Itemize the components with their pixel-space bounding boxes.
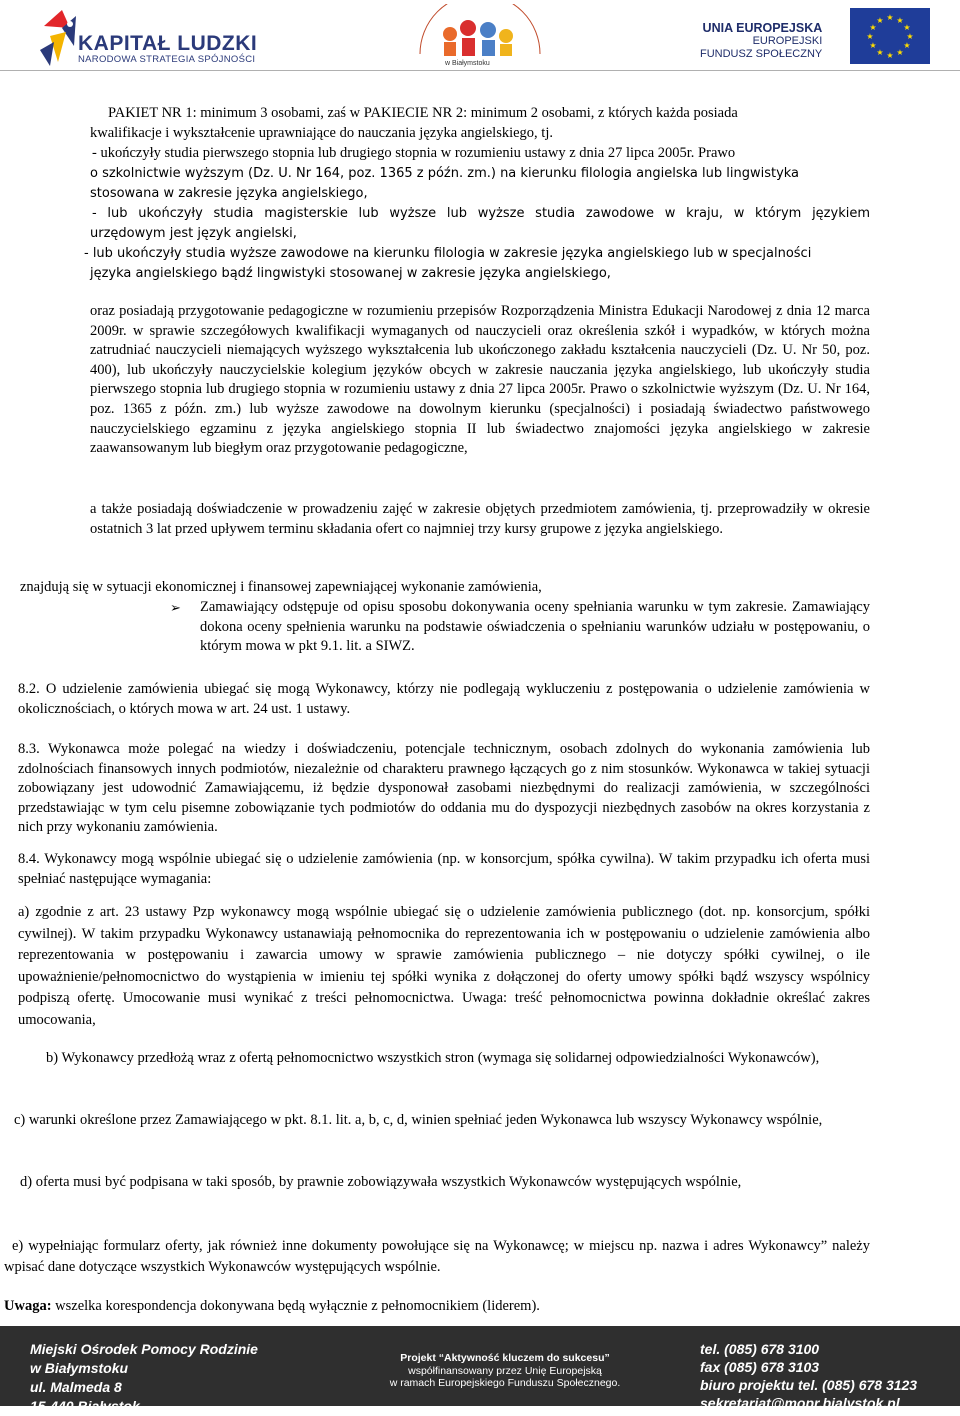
para-a: a) zgodnie z art. 23 ustawy Pzp wykonawcy mogą wspólnie ubiegać się o udzielenie zamówienia publicznego (dot. np. konsorcjum, spółki cywilnej). W takim przypadku Wykonawcy ustanawiają pełnomocnika do reprezentowania ich w postępowaniu o udzielenie zamówienia albo reprezentowania w postępowaniu i zawarcia umowy w sprawie zamówienia publicznego – nie dotyczy spółki cywilnej, o ile upoważnienie/pełnomocnictwo do wystąpienia w imieniu tej spółki wynika z dołączonej do oferty umowy spółki bądź wszyscy wspólnicy podpiszą ofertę. Umocowanie musi wynikać z treści pełnomocnictwa. Uwaga: treść pełnomocnictwa powinna dokładnie określać zakres umocowania, (18, 904, 870, 1028)
kapital-ludzki-subtitle: NARODOWA STRATEGIA SPÓJNOŚCI (78, 54, 256, 65)
para-8-2: 8.2. O udzielenie zamówienia ubiegać się mogą Wykonawcy, którzy nie podlegają wykluczeniu z postępowania o udzielenie zamówienia w okolicznościach, o których mowa w art. 24 ust. 1 ustawy. (18, 681, 870, 717)
svg-text:★: ★ (886, 51, 894, 60)
svg-text:★: ★ (876, 16, 884, 25)
footer-project-phone: biuro projektu tel. (085) 678 3123 (700, 1377, 918, 1393)
footer-project (370, 1352, 640, 1390)
para-studia-1: - ukończyły studia pierwszego stopnia lub drugiego stopnia w rozumieniu ustawy z dnia 27 lipca 2005r. Prawo (92, 145, 736, 161)
footer-fax: fax (085) 678 3103 (700, 1359, 820, 1375)
para-d: d) oferta musi być podpisana w taki sposób, by prawnie zobowiązywała wszystkich Wykonawców występujących wspólnie, (20, 1174, 742, 1190)
svg-text:★: ★ (886, 13, 894, 22)
eu-line-3: FUNDUSZ SPOŁECZNY (700, 48, 823, 60)
footer-address (30, 1340, 258, 1416)
para-studia-3: - lub ukończyły studia wyższe zawodowe na kierunku filologia w zakresie języka angielskiego lub w specjalności (84, 246, 812, 261)
footer-project-title: Projekt “Aktywność kluczem do sukcesu” (400, 1352, 610, 1364)
svg-text:★: ★ (903, 23, 911, 32)
eu-label (700, 22, 822, 61)
svg-text:★: ★ (869, 41, 877, 50)
footer-contact (700, 1340, 917, 1412)
para-c: c) warunki określone przez Zamawiającego w pkt. 8.1. lit. a, b, c, d, winien spełniać jeden Wykonawca lub wszyscy Wykonawcy wspólnie, (14, 1112, 823, 1128)
para-studia-2-end: urzędowym jest język angielski, (90, 226, 297, 241)
para-studia-2: - lub ukończyły studia magisterskie lub wyższe lub wyższe studia zawodowe w kraju, w którym językiem (92, 206, 870, 221)
svg-text:★: ★ (869, 23, 877, 32)
para-pakiet: PAKIET NR 1: minimum 3 osobami, zaś w PAKIECIE NR 2: minimum 2 osobami, z których każda posiada (108, 105, 738, 121)
para-studia-1-cont: o szkolnictwie wyższym (Dz. U. Nr 164, poz. 1365 z późn. zm.) na kierunku filologia angielska lub lingwistyka (90, 166, 800, 181)
footer-postcode: 15-440 Białystok (30, 1398, 140, 1414)
footer-email[interactable]: sekretariat@mopr.bialystok.pl (700, 1395, 900, 1411)
footer-phone: tel. (085) 678 3100 (700, 1341, 820, 1357)
arrow-bullet-icon: ➢ (170, 601, 181, 616)
para-studia-1-end: stosowana w zakresie języka angielskiego, (90, 186, 368, 201)
para-przygotowanie: oraz posiadają przygotowanie pedagogiczne w rozumieniu przepisów Rozporządzenia Ministra Edukacji Narodowej z dnia 12 marca 2009r. w sprawie szczegółowych kwalifikacji wymaganych od nauczycieli oraz określenia szkół i wypadków, w których można zatrudniać nauczycieli niemających wyższego wykształcenia lub ukończonego zakładu kształcenia nauczycieli (Dz. U. Nr 50, poz. 400), lub ukończyły nauczycielskie kolegium języków obcych w zakresie nauczania języka angielskiego, lub ukończyły studia pierwszego stopnia lub drugiego stopnia w rozumieniu ustawy z dnia 27 lipca 2005r. Prawo o szkolnictwie wyższym (Dz. U. Nr 164, poz. 1365 z późn. zm.) lub wyższe zawodowe na dowolnym kierunku (specjalności) i posiadają świadectwo państwowego nauczycielskiego egzaminu z języka angielskiego stopnia II lub świadectwo znajomości języka angielskiego w zakresie zaawansowanym lub biegłym oraz przygotowanie pedagogiczne, (90, 303, 870, 457)
para-8-3: 8.3. Wykonawca może polegać na wiedzy i doświadczeniu, potencjale technicznym, osobach zdolnych do wykonania zamówienia lub zdolnościach finansowych innych podmiotów, niezależnie od charakteru prawnego łączących go z nim stosunków. Wykonawca w takiej sytuacji zobowiązany jest udowodnić Zamawiającemu, iż będzie dysponował zasobami niezbędnymi do realizacji zamówienia, w szczególności przedstawiając w tym celu pisemne zobowiązanie tych podmiotów do oddania mu do dyspozycji niezbędnych zasobów na okres korzystania z nich przy wykonaniu zamówienia. (18, 741, 870, 836)
eu-line-2: EUROPEJSKI (752, 35, 823, 47)
svg-text:★: ★ (903, 41, 911, 50)
para-sytuacja-ekonomiczna: znajdują się w sytuacji ekonomicznej i finansowej zapewniającej wykonanie zamówienia, (20, 579, 542, 595)
footer-city: w Białymstoku (30, 1360, 129, 1376)
footer-org-name: Miejski Ośrodek Pomocy Rodzinie (30, 1341, 258, 1357)
svg-text:★: ★ (876, 48, 884, 57)
eu-line-1: UNIA EUROPEJSKA (702, 21, 823, 35)
kapital-ludzki-title: KAPITAŁ LUDZKI (78, 32, 258, 55)
svg-text:★: ★ (866, 32, 874, 41)
para-b: b) Wykonawcy przedłożą wraz z ofertą pełnomocnictwo wszystkich stron (wymaga się solidarnej odpowiedzialności Wykonawców), (46, 1050, 820, 1066)
uwaga-text: wszelka korespondencja dokonywana będą wyłącznie z pełnomocnikiem (liderem). (55, 1298, 540, 1314)
svg-text:★: ★ (906, 32, 914, 41)
svg-text:★: ★ (896, 48, 904, 57)
header-divider (0, 70, 960, 71)
footer-street: ul. Malmeda 8 (30, 1379, 122, 1395)
para-8-4: 8.4. Wykonawcy mogą wspólnie ubiegać się o udzielenie zamówienia (np. w konsorcjum, spółka cywilna). W takim przypadku ich oferta musi spełniać następujące wymagania: (18, 851, 870, 887)
page-footer (0, 1326, 960, 1414)
page-header (0, 0, 960, 78)
para-zamawiajacy-odstepuje: Zamawiający odstępuje od opisu sposobu dokonywania oceny spełniania warunku w tym zakresie. Zamawiający dokona oceny spełnienia warunku na podstawie oświadczenia o spełnianiu warunków udziału w postępowaniu, o którym mowa w pkt 9.1. lit. a SIWZ. (200, 599, 870, 655)
footer-project-line3: w ramach Europejskiego Funduszu Społecznego. (389, 1377, 621, 1389)
para-pakiet-cont: kwalifikacje i wykształcenie uprawniające do nauczania języka angielskiego, tj. (90, 125, 553, 141)
mopr-caption: w Białymstoku (445, 60, 490, 67)
footer-project-line2: współfinansowany przez Unię Europejską (408, 1364, 602, 1377)
para-doswiadczenie: a także posiadają doświadczenie w prowadzeniu zajęć w zakresie objętych przedmiotem zamówienia, tj. przeprowadziły w okresie ostatnich 3 lat przed upływem terminu składania ofert co najmniej trzy kursy grupowe z języka angielskiego. (90, 501, 870, 537)
para-e: e) wypełniając formularz oferty, jak również inne dokumenty powołujące się na Wykonawcę; w miejscu np. nazwa i adres Wykonawcy” należy wpisać dane dotyczące wszystkich Wykonawców występujących wspólnie. (4, 1238, 870, 1275)
uwaga-label: Uwaga: (4, 1298, 52, 1314)
eu-flag-icon (850, 8, 930, 64)
para-uwaga (4, 1297, 870, 1317)
svg-text:★: ★ (896, 16, 904, 25)
para-studia-3-end: języka angielskiego bądź lingwistyki stosowanej w zakresie języka angielskiego, (90, 266, 611, 281)
